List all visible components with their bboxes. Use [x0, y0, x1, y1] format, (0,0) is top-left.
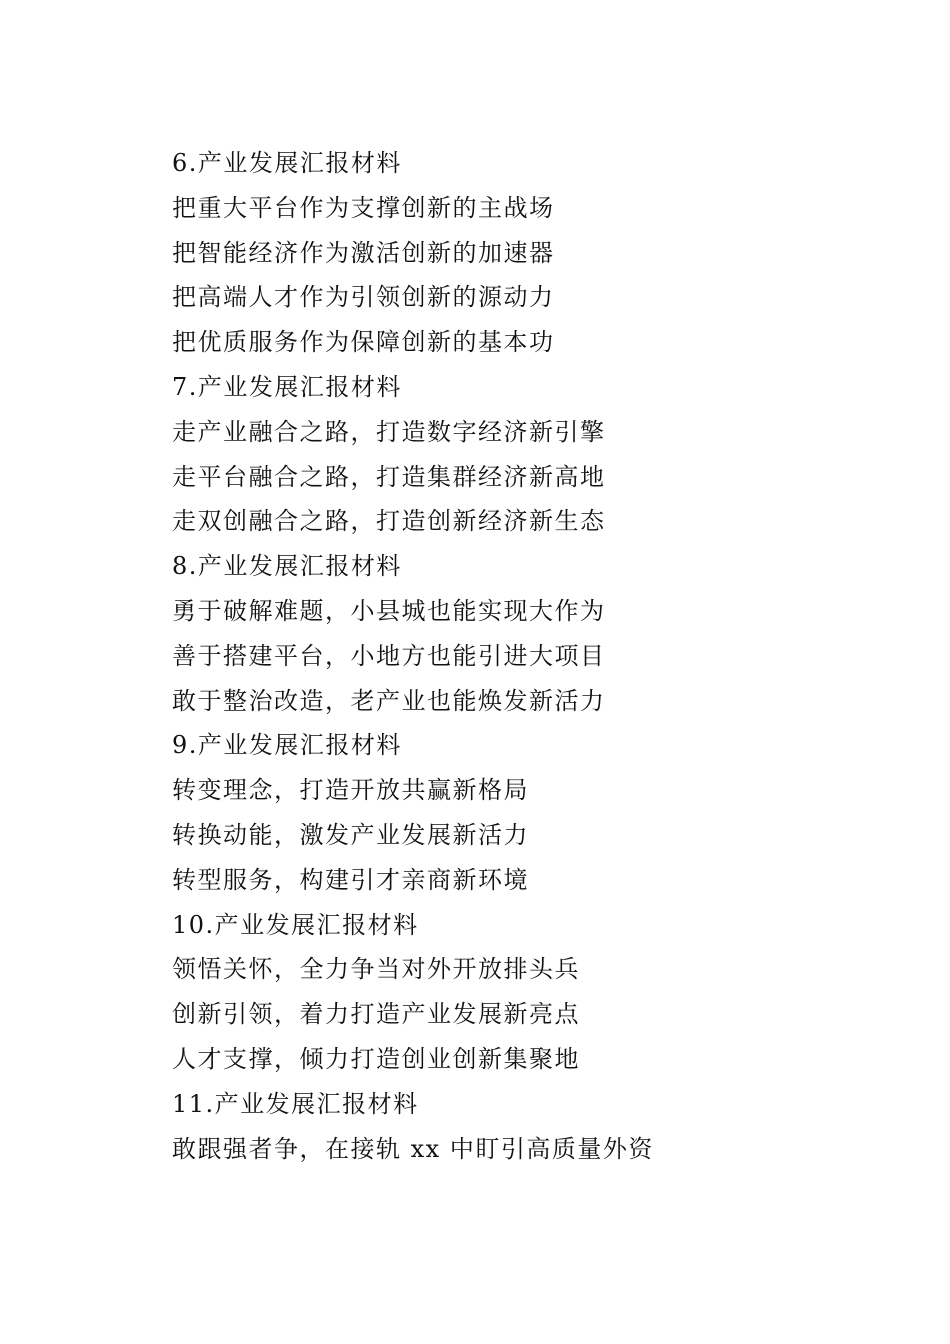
text-line: 走双创融合之路，打造创新经济新生态 — [172, 507, 606, 536]
text-line: 转变理念，打造开放共赢新格局 — [172, 776, 529, 805]
section-heading-8: 8.产业发展汇报材料 — [172, 552, 402, 581]
text-line: 勇于破解难题，小县城也能实现大作为 — [172, 596, 606, 625]
text-line: 敢跟强者争，在接轨 xx 中盯引高质量外资 — [172, 1134, 654, 1163]
section-heading-6: 6.产业发展汇报材料 — [172, 149, 402, 177]
text-line: 敢于整治改造，老产业也能焕发新活力 — [172, 686, 606, 715]
section-heading-9: 9.产业发展汇报材料 — [172, 731, 402, 760]
text-line: 善于搭建平台，小地方也能引进大项目 — [172, 641, 606, 670]
text-line: 把高端人才作为引领创新的源动力 — [172, 283, 555, 312]
text-line: 走产业融合之路，打造数字经济新引擎 — [172, 417, 606, 446]
text-line: 走平台融合之路，打造集群经济新高地 — [172, 462, 606, 491]
section-heading-10: 10.产业发展汇报材料 — [172, 910, 419, 939]
text-line: 领悟关怀，全力争当对外开放排头兵 — [172, 955, 580, 984]
text-line: 人才支撑，倾力打造创业创新集聚地 — [172, 1044, 580, 1073]
text-line: 转型服务，构建引才亲商新环境 — [172, 865, 529, 894]
text-line: 把重大平台作为支撑创新的主战场 — [172, 193, 555, 222]
text-line: 把智能经济作为激活创新的加速器 — [172, 238, 555, 267]
document-body — [172, 141, 872, 1171]
section-heading-7: 7.产业发展汇报材料 — [172, 372, 402, 401]
text-line: 转换动能，激发产业发展新活力 — [172, 820, 529, 849]
text-line: 把优质服务作为保障创新的基本功 — [172, 328, 555, 357]
section-heading-11: 11.产业发展汇报材料 — [172, 1089, 419, 1118]
text-line: 创新引领，着力打造产业发展新亮点 — [172, 1000, 580, 1029]
